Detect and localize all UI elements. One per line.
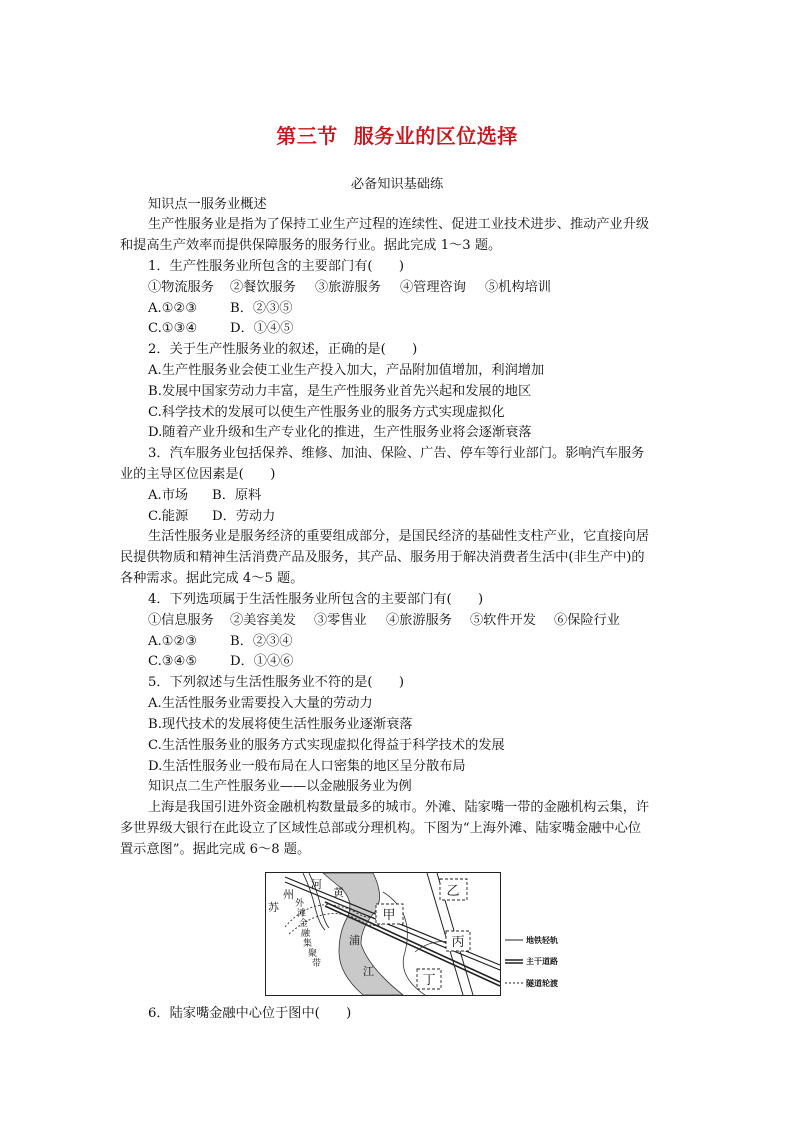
creek-label-char: 河 — [311, 878, 322, 891]
q1-item: ③旅游服务 — [315, 280, 381, 295]
legend-road-label: 主干道路 — [526, 957, 558, 966]
q5-option-a: A.生活性服务业需要投入大量的劳动力 — [148, 696, 373, 711]
bund-label-char: 集 — [303, 939, 313, 949]
q4-item: ④旅游服务 — [386, 613, 452, 628]
marker-bing: 丙 — [451, 935, 465, 950]
q2-option-b: B.发展中国家劳动力丰富，是生产性服务业首先兴起和发展的地区 — [148, 384, 532, 399]
q3-option-a: A.市场 — [148, 488, 189, 503]
marker-jia: 甲 — [382, 908, 396, 923]
q5-option-c: C.生活性服务业的服务方式实现虚拟化得益于科学技术的发展 — [148, 738, 505, 753]
q3-option-c: C.能源 — [148, 509, 189, 524]
map-figure — [265, 872, 595, 996]
lujiazui-location-map — [265, 872, 595, 996]
bund-label-char: 滩 — [297, 909, 307, 919]
q3-options-cd — [148, 508, 275, 526]
q5-option-b: B.现代技术的发展将使生活性服务业逐渐衰落 — [148, 717, 413, 732]
q1-item: ①物流服务 — [148, 280, 214, 295]
q4-item: ⑤软件开发 — [470, 613, 536, 628]
creek-label-char: 州 — [283, 888, 294, 901]
bund-label-char: 融 — [301, 929, 311, 939]
intro2-line-3: 各种需求。据此完成 4～5 题。 — [120, 571, 304, 586]
intro2-line-1: 生活性服务业是服务经济的重要组成部分，是国民经济的基础性支柱产业，它直接向居 — [148, 529, 650, 544]
q1-options-ab — [148, 300, 292, 318]
q1-stem: 1．生产性服务业所包含的主要部门有( ) — [148, 259, 405, 274]
intro3-line-3: 置示意图”。据此完成 6～8 题。 — [120, 842, 311, 857]
river-label-char: 浦 — [349, 934, 360, 947]
creek-label-char: 苏 — [268, 901, 279, 914]
q1-item: ④管理咨询 — [400, 280, 466, 295]
intro3-line-2: 多世界级大银行在此设立了区域性总部或分理机构。下图为“上海外滩、陆家嘴金融中心位 — [120, 821, 642, 836]
intro1-line-2: 和提高生产效率而提供保障服务的服务行业。据此完成 1～3 题。 — [120, 238, 502, 253]
q3-options-ab — [148, 487, 261, 505]
q1-option-a: A.①②③ — [148, 301, 198, 316]
q2-option-d: D.随着产业升级和生产专业化的推进，生产性服务业将会逐渐衰落 — [148, 425, 532, 440]
q4-item: ⑥保险行业 — [554, 613, 620, 628]
q3-option-b: B．原料 — [212, 488, 262, 503]
q1-options-cd — [148, 320, 293, 338]
q1-items — [148, 279, 551, 297]
q5-stem: 5．下列叙述与生活性服务业不符的是( ) — [148, 675, 405, 690]
q2-option-c: C.科学技术的发展可以使生产性服务业的服务方式实现虚拟化 — [148, 405, 505, 420]
intro2-line-2: 民提供物质和精神生活消费产品及服务，其产品、服务用于解决消费者生活中(非生产中)的 — [120, 550, 645, 565]
marker-ding: 丁 — [422, 973, 436, 988]
page-title — [0, 120, 794, 149]
knowledge-point-2: 知识点二生产性服务业——以金融服务业为例 — [148, 779, 412, 794]
q3-stem-line-2: 业的主导区位因素是( ) — [120, 467, 276, 482]
q2-stem: 2．关于生产性服务业的叙述，正确的是( ) — [148, 342, 418, 357]
q5-option-d: D.生活性服务业一般布局在人口密集的地区呈分散布局 — [148, 759, 466, 774]
intro3-line-1: 上海是我国引进外资金融机构数量最多的城市。外滩、陆家嘴一带的金融机构云集，许 — [148, 800, 650, 815]
knowledge-point-1: 知识点一服务业概述 — [148, 197, 267, 212]
q4-options-ab — [148, 633, 292, 651]
q4-item: ①信息服务 — [148, 613, 214, 628]
q4-items — [148, 612, 620, 630]
legend-tunnel-label: 隧道轮渡 — [526, 979, 558, 988]
q3-option-d: D．劳动力 — [212, 509, 276, 524]
q2-option-a: A.生产性服务业会使工业生产投入加大，产品附加值增加，利润增加 — [148, 363, 545, 378]
marker-yi: 乙 — [446, 884, 460, 899]
q4-item: ②美容美发 — [230, 613, 296, 628]
river-label-char: 黄 — [333, 886, 344, 899]
intro1-line-1: 生产性服务业是指为了保持工业生产过程的连续性、促进工业技术进步、推动产业升级 — [148, 217, 650, 232]
bund-label-char: 带 — [312, 959, 322, 969]
q4-option-a: A.①②③ — [148, 634, 198, 649]
title-section-number: 第三节 — [276, 124, 338, 148]
river-label-char: 江 — [363, 965, 374, 978]
q3-stem-line-1: 3．汽车服务业包括保养、维修、加油、保险、广告、停车等行业部门。影响汽车服务 — [148, 446, 645, 461]
q4-option-d: D．①④⑥ — [230, 654, 294, 669]
legend-metro-label: 地铁轻轨 — [526, 936, 558, 945]
bund-label-char: 外 — [295, 899, 305, 909]
q4-item: ③零售业 — [314, 613, 367, 628]
section-title: 必备知识基础练 — [350, 177, 444, 192]
q1-option-d: D．①④⑤ — [230, 321, 294, 336]
q1-option-c: C.①③④ — [148, 321, 198, 336]
q4-option-b: B．②③④ — [230, 634, 293, 649]
q1-item: ⑤机构培训 — [485, 280, 551, 295]
q4-options-cd — [148, 653, 293, 671]
q4-stem: 4．下列选项属于生活性服务业所包含的主要部门有( ) — [148, 592, 484, 607]
bund-label-char: 聚 — [308, 949, 318, 959]
title-topic: 服务业的区位选择 — [353, 124, 518, 148]
bund-label-char: 金 — [299, 919, 309, 929]
q4-option-c: C.③④⑤ — [148, 654, 198, 669]
q1-option-b: B．②③⑤ — [230, 301, 293, 316]
q1-item: ②餐饮服务 — [230, 280, 296, 295]
q6-stem: 6．陆家嘴金融中心位于图中( ) — [148, 1006, 352, 1021]
